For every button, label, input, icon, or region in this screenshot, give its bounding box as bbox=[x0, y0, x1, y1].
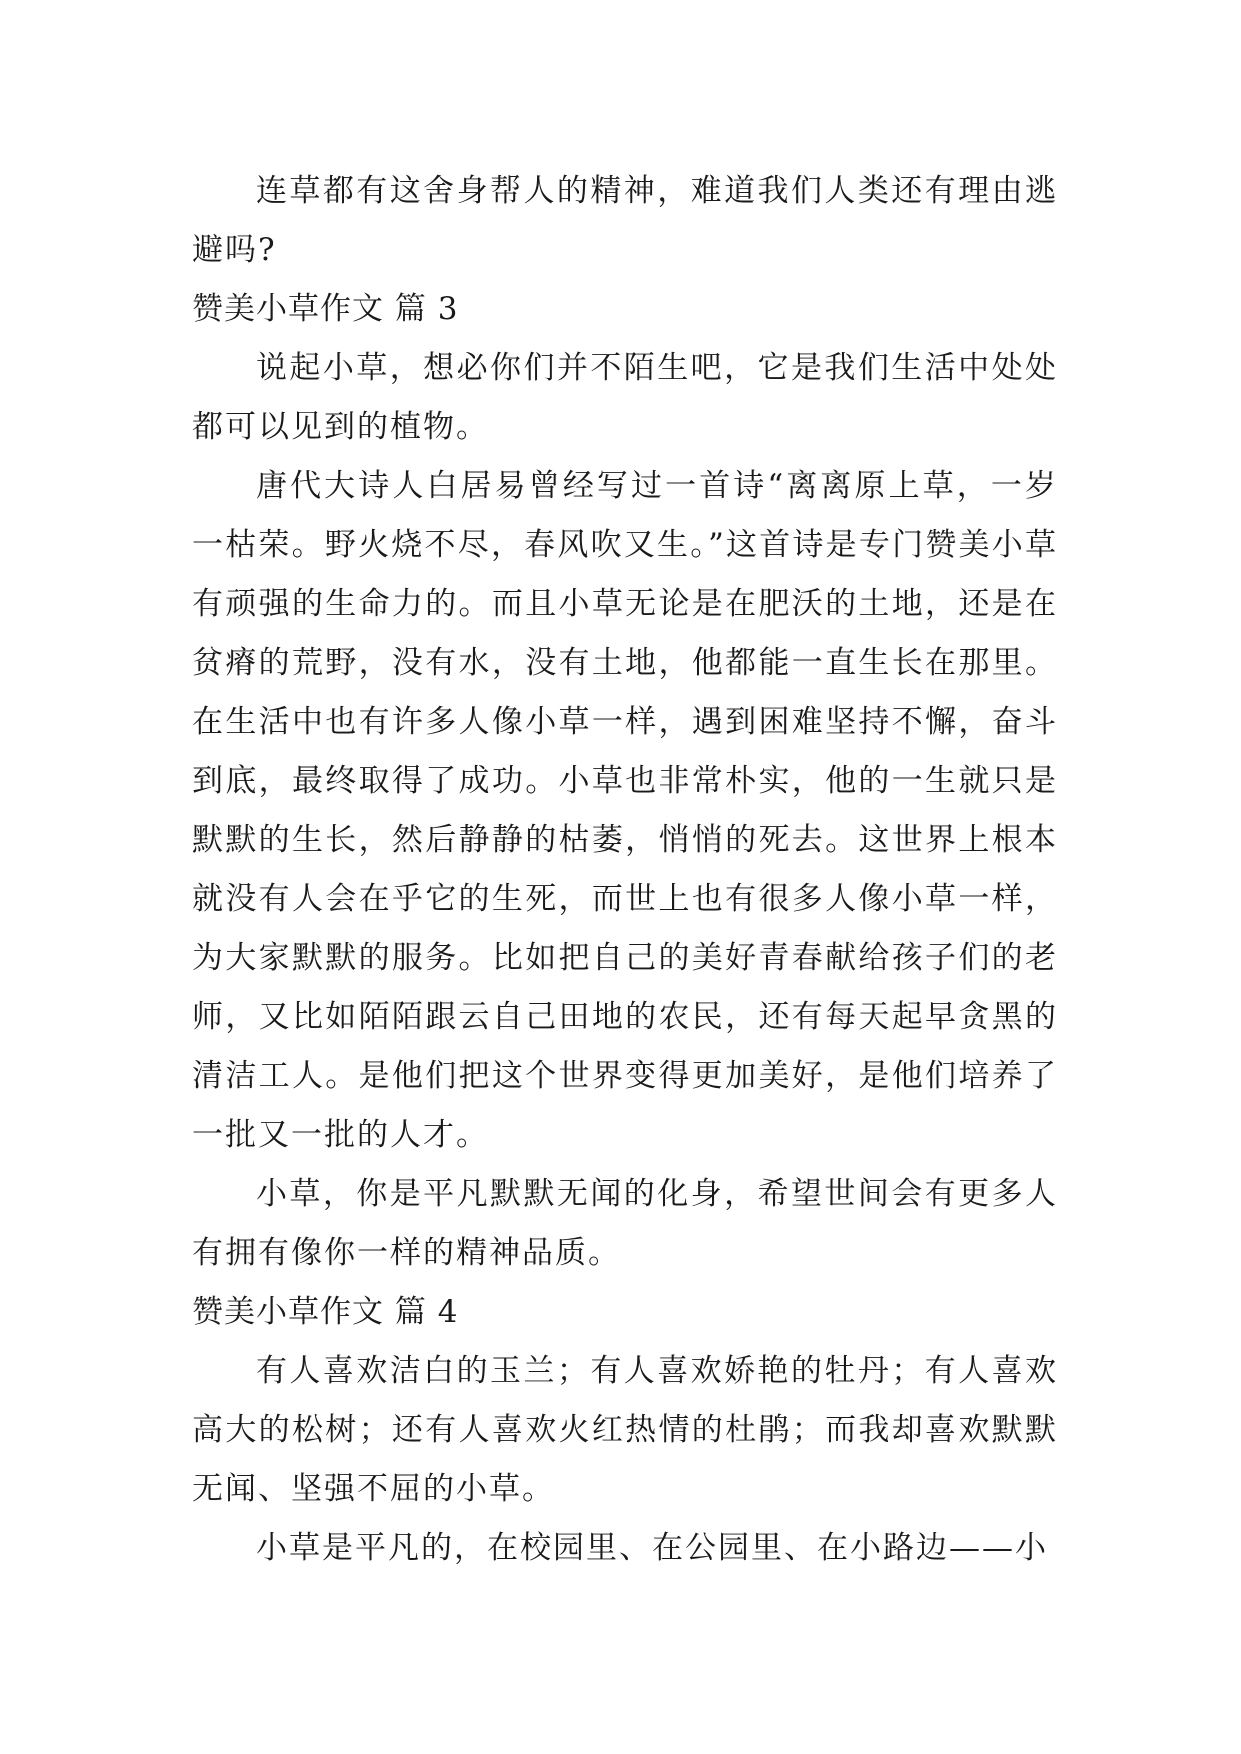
paragraph: 说起小草，想必你们并不陌生吧，它是我们生活中处处都可以见到的植物。 bbox=[192, 350, 1058, 445]
paragraph: 连草都有这舍身帮人的精神，难道我们人类还有理由逃避吗? bbox=[192, 173, 1058, 268]
paragraph: 有人喜欢洁白的玉兰；有人喜欢娇艳的牡丹；有人喜欢高大的松树；还有人喜欢火红热情的杜鹃；而我却喜欢默默无闻、坚强不屈的小草。 bbox=[192, 1353, 1058, 1507]
paragraph: 小草，你是平凡默默无闻的化身，希望世间会有更多人有拥有像你一样的精神品质。 bbox=[192, 1176, 1058, 1271]
paragraph: 唐代大诗人白居易曾经写过一首诗“离离原上草，一岁一枯荣。野火烧不尽，春风吹又生。”这首诗是专门赞美小草有顽强的生命力的。而且小草无论是在肥沃的土地，还是在贫瘠的荒野，没有水，没有土地，他都能一直生长在那里。在生活中也有许多人像小草一样，遇到困难坚持不懈，奋斗到底，最终取得了成功。小草也非常朴实，他的一生就只是默默的生长，然后静静的枯萎，悄悄的死去。这世界上根本就没有人会在乎它的生死，而世上也有很多人像小草一样，为大家默默的服务。比如把自己的美好青春献给孩子们的老师，又比如陌陌跟云自己田地的农民，还有每天起早贪黑的清洁工人。是他们把这个世界变得更加美好，是他们培养了一批又一批的人才。 bbox=[192, 468, 1058, 1153]
paragraph: 小草是平凡的，在校园里、在公园里、在小路边——小 bbox=[256, 1530, 1048, 1566]
document-page bbox=[192, 162, 1058, 1578]
section-heading: 赞美小草作文 篇 3 bbox=[192, 291, 459, 327]
section-heading: 赞美小草作文 篇 4 bbox=[192, 1294, 459, 1330]
